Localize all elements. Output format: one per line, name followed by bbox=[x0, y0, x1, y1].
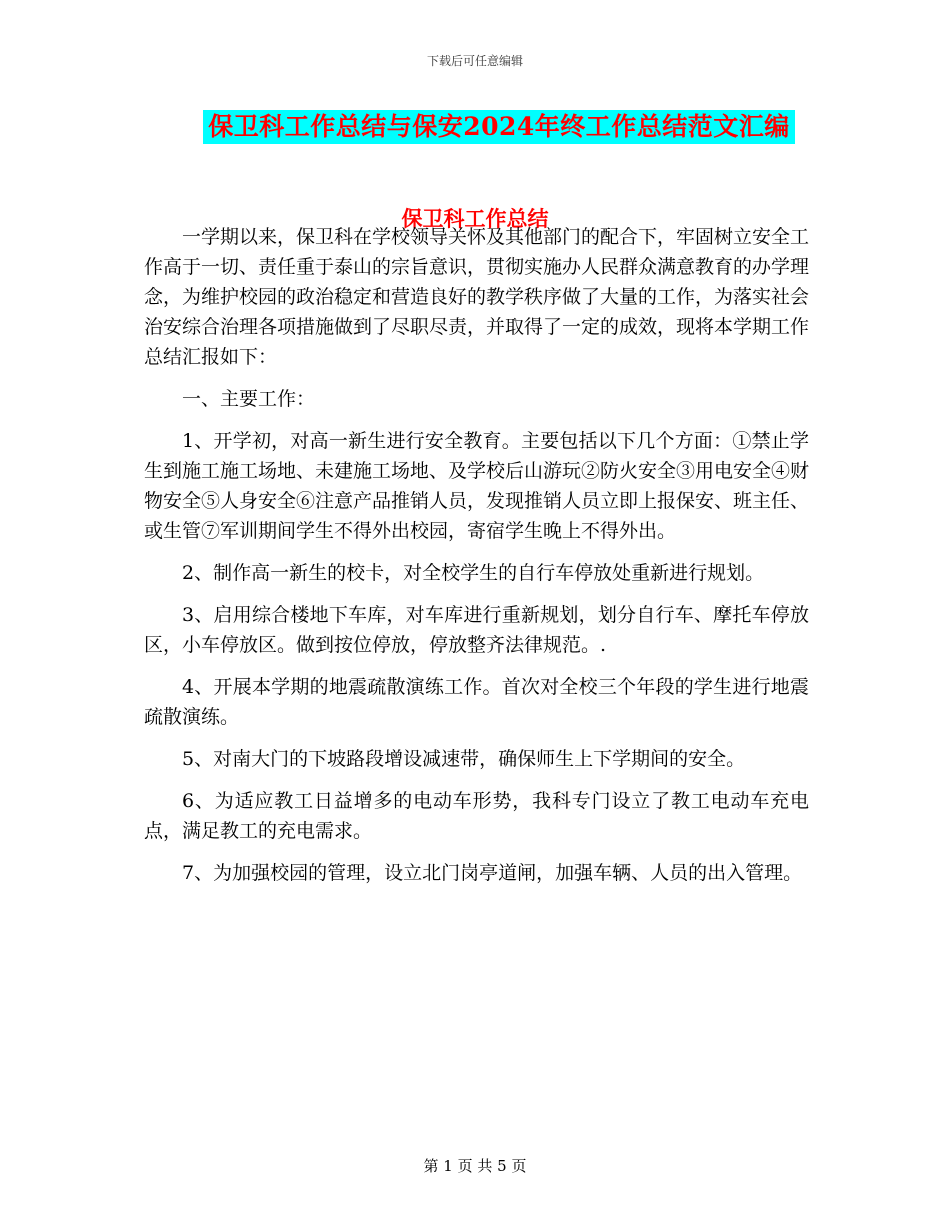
paragraph-item-7: 7、为加强校园的管理，设立北门岗亭道闸，加强车辆、人员的出入管理。 bbox=[182, 862, 803, 884]
page-header-note: 下载后可任意编辑 bbox=[426, 54, 523, 68]
section-title: 保卫科工作总结 bbox=[401, 206, 549, 231]
document-title: 保卫科工作总结与保安2024年终工作总结范文汇编 bbox=[203, 110, 795, 144]
paragraph-item-5: 5、对南大门的下坡路段增设减速带，确保师生上下学期间的安全。 bbox=[182, 748, 746, 770]
document-body bbox=[144, 222, 809, 900]
paragraph-heading-main-work: 一、主要工作： bbox=[182, 388, 316, 410]
paragraph-item-3: 3、启用综合楼地下车库，对车库进行重新规划，划分自行车、摩托车停放区，小车停放区。做到按位停放，停放整齐法律规范。. bbox=[144, 604, 809, 656]
paragraph-item-6: 6、为适应教工日益增多的电动车形势，我科专门设立了教工电动车充电点，满足教工的充电需求。 bbox=[144, 790, 809, 842]
paragraph-item-2: 2、制作高一新生的校卡，对全校学生的自行车停放处重新进行规划。 bbox=[182, 562, 765, 584]
paragraph-item-4: 4、开展本学期的地震疏散演练工作。首次对全校三个年段的学生进行地震疏散演练。 bbox=[144, 676, 809, 728]
paragraph-intro: 一学期以来，保卫科在学校领导关怀及其他部门的配合下，牢固树立安全工作高于一切、责任重于泰山的宗旨意识，贯彻实施办人民群众满意教育的办学理念，为维护校园的政治稳定和营造良好的教学秩序做了大量的工作，为落实社会治安综合治理各项措施做到了尽职尽责，并取得了一定的成效，现将本学期工作总结汇报如下： bbox=[144, 226, 810, 368]
page-number-footer: 第 1 页 共 5 页 bbox=[423, 1157, 527, 1175]
paragraph-item-1: 1、开学初，对高一新生进行安全教育。主要包括以下几个方面：①禁止学生到施工施工场地、未建施工场地、及学校后山游玩②防火安全③用电安全④财物安全⑤人身安全⑥注意产品推销人员，发现推销人员立即上报保安、班主任、或生管⑦军训期间学生不得外出校园，寄宿学生晚上不得外出。 bbox=[144, 430, 810, 542]
